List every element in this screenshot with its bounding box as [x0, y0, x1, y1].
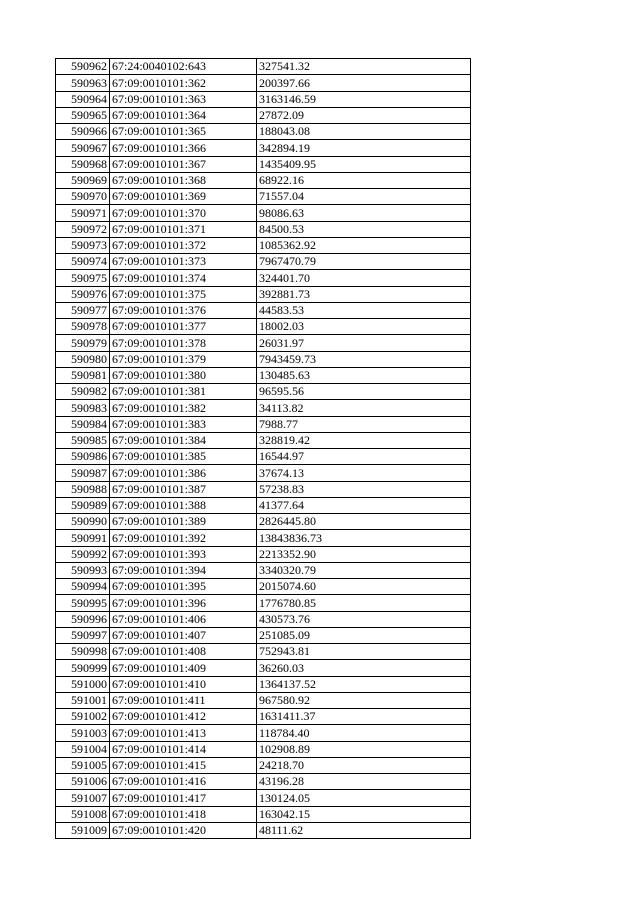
table-row — [56, 774, 471, 790]
amount-cell: 24218.70 — [257, 757, 471, 773]
table-row — [56, 254, 471, 270]
row-id-cell: 590970 — [56, 189, 110, 205]
cadastral-code-cell: 67:09:0010101:413 — [110, 725, 257, 741]
cadastral-code-cell: 67:09:0010101:368 — [110, 172, 257, 188]
amount-cell: 342894.19 — [257, 140, 471, 156]
amount-cell: 37674.13 — [257, 465, 471, 481]
data-table — [55, 58, 471, 839]
table-row — [56, 351, 471, 367]
amount-cell: 3340320.79 — [257, 562, 471, 578]
amount-cell: 1364137.52 — [257, 676, 471, 692]
table-row — [56, 124, 471, 140]
table-row — [56, 205, 471, 221]
cadastral-code-cell: 67:09:0010101:363 — [110, 91, 257, 107]
table-row — [56, 156, 471, 172]
amount-cell: 251085.09 — [257, 627, 471, 643]
cadastral-code-cell: 67:09:0010101:417 — [110, 790, 257, 806]
table-row — [56, 367, 471, 383]
cadastral-code-cell: 67:09:0010101:369 — [110, 189, 257, 205]
row-id-cell: 590980 — [56, 351, 110, 367]
cadastral-code-cell: 67:09:0010101:418 — [110, 806, 257, 822]
cadastral-code-cell: 67:09:0010101:374 — [110, 270, 257, 286]
table-row — [56, 221, 471, 237]
table-row — [56, 562, 471, 578]
cadastral-code-cell: 67:09:0010101:409 — [110, 660, 257, 676]
cadastral-code-cell: 67:09:0010101:385 — [110, 449, 257, 465]
row-id-cell: 590987 — [56, 465, 110, 481]
cadastral-code-cell: 67:09:0010101:383 — [110, 416, 257, 432]
row-id-cell: 590966 — [56, 124, 110, 140]
cadastral-code-cell: 67:09:0010101:365 — [110, 124, 257, 140]
table-row — [56, 75, 471, 91]
amount-cell: 34113.82 — [257, 400, 471, 416]
row-id-cell: 590990 — [56, 514, 110, 530]
row-id-cell: 590983 — [56, 400, 110, 416]
table-row — [56, 384, 471, 400]
row-id-cell: 590975 — [56, 270, 110, 286]
row-id-cell: 591000 — [56, 676, 110, 692]
amount-cell: 26031.97 — [257, 335, 471, 351]
cadastral-code-cell: 67:09:0010101:370 — [110, 205, 257, 221]
amount-cell: 130124.05 — [257, 790, 471, 806]
cadastral-code-cell: 67:09:0010101:376 — [110, 302, 257, 318]
row-id-cell: 590995 — [56, 595, 110, 611]
cadastral-code-cell: 67:09:0010101:377 — [110, 319, 257, 335]
row-id-cell: 591006 — [56, 774, 110, 790]
row-id-cell: 590994 — [56, 579, 110, 595]
cadastral-code-cell: 67:09:0010101:367 — [110, 156, 257, 172]
table-row — [56, 644, 471, 660]
cadastral-code-cell: 67:09:0010101:362 — [110, 75, 257, 91]
row-id-cell: 590967 — [56, 140, 110, 156]
table-row — [56, 465, 471, 481]
cadastral-code-cell: 67:09:0010101:396 — [110, 595, 257, 611]
table-row — [56, 757, 471, 773]
amount-cell: 392881.73 — [257, 286, 471, 302]
cadastral-code-cell: 67:09:0010101:394 — [110, 562, 257, 578]
cadastral-code-cell: 67:09:0010101:387 — [110, 481, 257, 497]
table-row — [56, 416, 471, 432]
cadastral-code-cell: 67:09:0010101:406 — [110, 611, 257, 627]
row-id-cell: 591001 — [56, 692, 110, 708]
cadastral-code-cell: 67:09:0010101:411 — [110, 692, 257, 708]
amount-cell: 2826445.80 — [257, 514, 471, 530]
cadastral-code-cell: 67:24:0040102:643 — [110, 59, 257, 75]
amount-cell: 7967470.79 — [257, 254, 471, 270]
table-row — [56, 237, 471, 253]
cadastral-code-cell: 67:09:0010101:378 — [110, 335, 257, 351]
amount-cell: 57238.83 — [257, 481, 471, 497]
amount-cell: 967580.92 — [257, 692, 471, 708]
amount-cell: 188043.08 — [257, 124, 471, 140]
cadastral-code-cell: 67:09:0010101:364 — [110, 107, 257, 123]
row-id-cell: 590986 — [56, 449, 110, 465]
cadastral-code-cell: 67:09:0010101:415 — [110, 757, 257, 773]
row-id-cell: 591005 — [56, 757, 110, 773]
table-row — [56, 319, 471, 335]
amount-cell: 27872.09 — [257, 107, 471, 123]
amount-cell: 18002.03 — [257, 319, 471, 335]
amount-cell: 324401.70 — [257, 270, 471, 286]
row-id-cell: 590969 — [56, 172, 110, 188]
amount-cell: 1435409.95 — [257, 156, 471, 172]
amount-cell: 98086.63 — [257, 205, 471, 221]
amount-cell: 1085362.92 — [257, 237, 471, 253]
amount-cell: 16544.97 — [257, 449, 471, 465]
amount-cell: 2015074.60 — [257, 579, 471, 595]
cadastral-code-cell: 67:09:0010101:388 — [110, 497, 257, 513]
cadastral-code-cell: 67:09:0010101:414 — [110, 741, 257, 757]
table-row — [56, 335, 471, 351]
cadastral-code-cell: 67:09:0010101:408 — [110, 644, 257, 660]
row-id-cell: 590974 — [56, 254, 110, 270]
table-row — [56, 432, 471, 448]
cadastral-code-cell: 67:09:0010101:371 — [110, 221, 257, 237]
table-row — [56, 725, 471, 741]
cadastral-code-cell: 67:09:0010101:375 — [110, 286, 257, 302]
cadastral-code-cell: 67:09:0010101:384 — [110, 432, 257, 448]
row-id-cell: 590989 — [56, 497, 110, 513]
cadastral-code-cell: 67:09:0010101:420 — [110, 822, 257, 838]
cadastral-code-cell: 67:09:0010101:379 — [110, 351, 257, 367]
table-row — [56, 189, 471, 205]
cadastral-code-cell: 67:09:0010101:382 — [110, 400, 257, 416]
row-id-cell: 590982 — [56, 384, 110, 400]
table-row — [56, 91, 471, 107]
cadastral-code-cell: 67:09:0010101:372 — [110, 237, 257, 253]
amount-cell: 118784.40 — [257, 725, 471, 741]
row-id-cell: 590988 — [56, 481, 110, 497]
row-id-cell: 590976 — [56, 286, 110, 302]
row-id-cell: 591003 — [56, 725, 110, 741]
row-id-cell: 590996 — [56, 611, 110, 627]
amount-cell: 200397.66 — [257, 75, 471, 91]
amount-cell: 3163146.59 — [257, 91, 471, 107]
table-row — [56, 709, 471, 725]
table-row — [56, 822, 471, 838]
row-id-cell: 590978 — [56, 319, 110, 335]
row-id-cell: 591002 — [56, 709, 110, 725]
table-body — [56, 59, 471, 839]
table-row — [56, 692, 471, 708]
table-row — [56, 546, 471, 562]
amount-cell: 68922.16 — [257, 172, 471, 188]
table-row — [56, 400, 471, 416]
cadastral-code-cell: 67:09:0010101:412 — [110, 709, 257, 725]
cadastral-code-cell: 67:09:0010101:386 — [110, 465, 257, 481]
table-row — [56, 107, 471, 123]
amount-cell: 48111.62 — [257, 822, 471, 838]
row-id-cell: 590997 — [56, 627, 110, 643]
cadastral-code-cell: 67:09:0010101:381 — [110, 384, 257, 400]
row-id-cell: 590984 — [56, 416, 110, 432]
amount-cell: 102908.89 — [257, 741, 471, 757]
table-row — [56, 481, 471, 497]
table-row — [56, 627, 471, 643]
amount-cell: 96595.56 — [257, 384, 471, 400]
table-row — [56, 172, 471, 188]
table-row — [56, 286, 471, 302]
row-id-cell: 590985 — [56, 432, 110, 448]
amount-cell: 1631411.37 — [257, 709, 471, 725]
table-row — [56, 579, 471, 595]
table-row — [56, 270, 471, 286]
amount-cell: 36260.03 — [257, 660, 471, 676]
cadastral-code-cell: 67:09:0010101:410 — [110, 676, 257, 692]
amount-cell: 1776780.85 — [257, 595, 471, 611]
amount-cell: 41377.64 — [257, 497, 471, 513]
table-row — [56, 302, 471, 318]
amount-cell: 163042.15 — [257, 806, 471, 822]
amount-cell: 328819.42 — [257, 432, 471, 448]
amount-cell: 13843836.73 — [257, 530, 471, 546]
table-row — [56, 676, 471, 692]
table-row — [56, 140, 471, 156]
amount-cell: 43196.28 — [257, 774, 471, 790]
row-id-cell: 590964 — [56, 91, 110, 107]
cadastral-code-cell: 67:09:0010101:395 — [110, 579, 257, 595]
amount-cell: 327541.32 — [257, 59, 471, 75]
cadastral-code-cell: 67:09:0010101:392 — [110, 530, 257, 546]
amount-cell: 7943459.73 — [257, 351, 471, 367]
row-id-cell: 590991 — [56, 530, 110, 546]
amount-cell: 130485.63 — [257, 367, 471, 383]
cadastral-code-cell: 67:09:0010101:389 — [110, 514, 257, 530]
table-row — [56, 497, 471, 513]
row-id-cell: 590962 — [56, 59, 110, 75]
table-row — [56, 530, 471, 546]
row-id-cell: 590992 — [56, 546, 110, 562]
row-id-cell: 590973 — [56, 237, 110, 253]
table-row — [56, 59, 471, 75]
amount-cell: 430573.76 — [257, 611, 471, 627]
row-id-cell: 590981 — [56, 367, 110, 383]
cadastral-code-cell: 67:09:0010101:373 — [110, 254, 257, 270]
amount-cell: 44583.53 — [257, 302, 471, 318]
row-id-cell: 591004 — [56, 741, 110, 757]
table-row — [56, 611, 471, 627]
row-id-cell: 590999 — [56, 660, 110, 676]
amount-cell: 752943.81 — [257, 644, 471, 660]
table-row — [56, 741, 471, 757]
amount-cell: 84500.53 — [257, 221, 471, 237]
row-id-cell: 590993 — [56, 562, 110, 578]
cadastral-code-cell: 67:09:0010101:416 — [110, 774, 257, 790]
row-id-cell: 590998 — [56, 644, 110, 660]
row-id-cell: 590972 — [56, 221, 110, 237]
row-id-cell: 591007 — [56, 790, 110, 806]
cadastral-code-cell: 67:09:0010101:393 — [110, 546, 257, 562]
table-row — [56, 806, 471, 822]
table-row — [56, 660, 471, 676]
cadastral-code-cell: 67:09:0010101:380 — [110, 367, 257, 383]
table-row — [56, 595, 471, 611]
row-id-cell: 590965 — [56, 107, 110, 123]
cadastral-code-cell: 67:09:0010101:366 — [110, 140, 257, 156]
row-id-cell: 590963 — [56, 75, 110, 91]
amount-cell: 7988.77 — [257, 416, 471, 432]
table-row — [56, 449, 471, 465]
cadastral-code-cell: 67:09:0010101:407 — [110, 627, 257, 643]
row-id-cell: 590968 — [56, 156, 110, 172]
row-id-cell: 591008 — [56, 806, 110, 822]
row-id-cell: 591009 — [56, 822, 110, 838]
row-id-cell: 590971 — [56, 205, 110, 221]
row-id-cell: 590979 — [56, 335, 110, 351]
table-row — [56, 790, 471, 806]
table-row — [56, 514, 471, 530]
amount-cell: 71557.04 — [257, 189, 471, 205]
row-id-cell: 590977 — [56, 302, 110, 318]
amount-cell: 2213352.90 — [257, 546, 471, 562]
